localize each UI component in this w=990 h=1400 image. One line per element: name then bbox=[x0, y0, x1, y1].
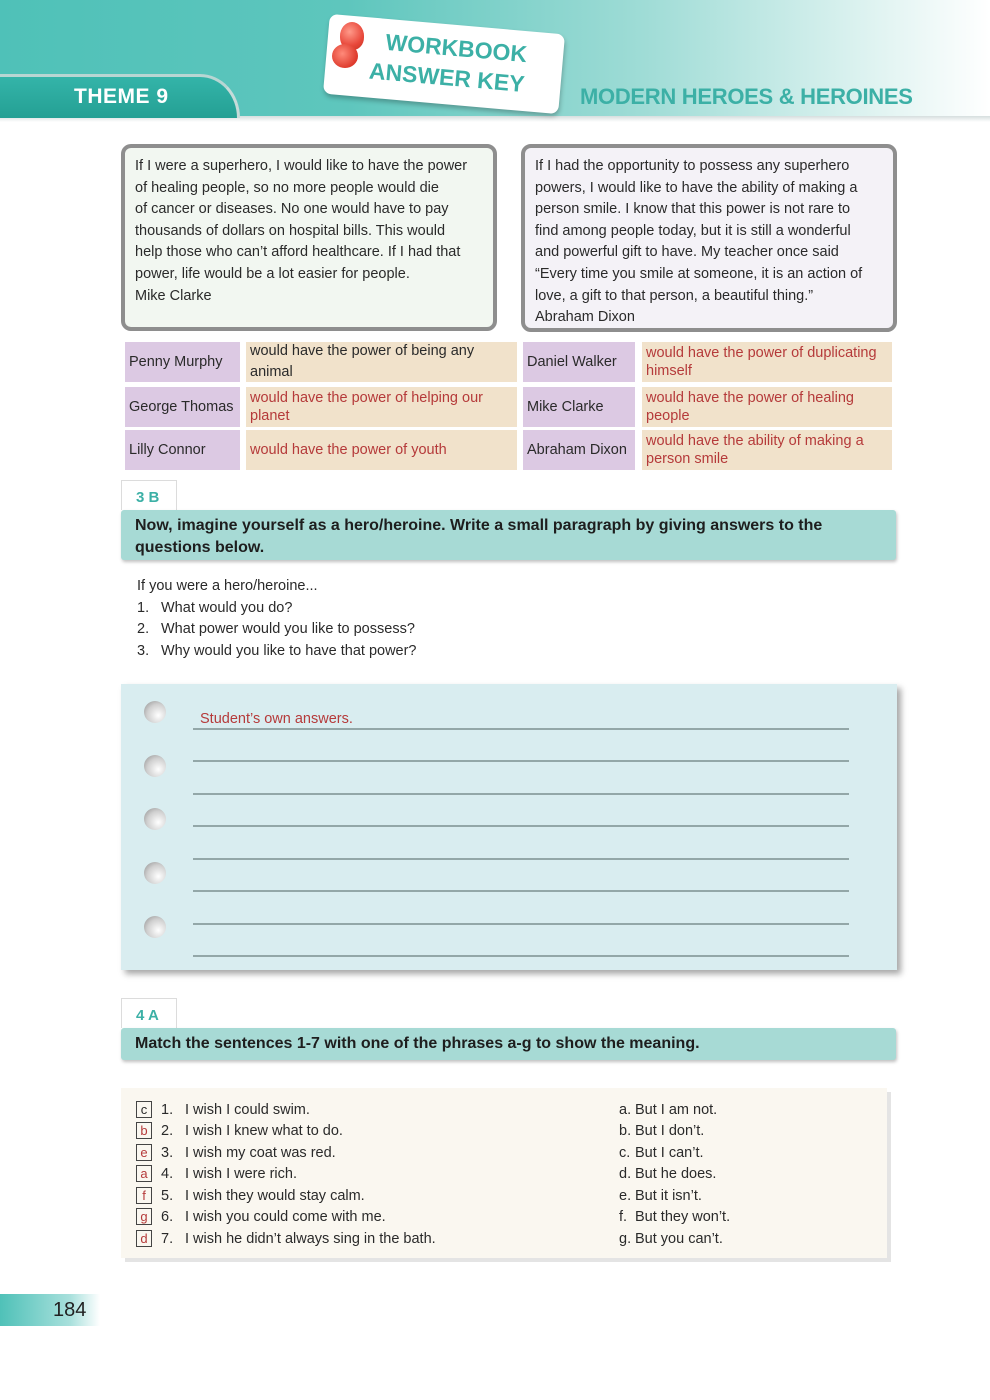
sentence-row: b 2. I wish I knew what to do. bbox=[136, 1120, 343, 1141]
section-tag-4a: 4 A bbox=[121, 998, 177, 1028]
lined-answer-paper bbox=[121, 684, 897, 970]
person-name: George Thomas bbox=[125, 387, 240, 427]
power-value: would have the power of youth bbox=[246, 430, 517, 470]
power-value: would have the power of duplicating himself bbox=[642, 342, 892, 382]
quote-line: of healing people, so no more people would die bbox=[135, 179, 439, 196]
answer-box: a bbox=[136, 1165, 152, 1182]
quote-line: thousands of dollars on hospital bills. This would bbox=[135, 222, 446, 239]
quote-line: If I were a superhero, I would like to have the power bbox=[135, 158, 468, 174]
power-value: would have the ability of making a person smile bbox=[642, 430, 892, 470]
binder-hole-icon bbox=[144, 862, 166, 884]
question-item: 1. What would you do? bbox=[137, 599, 293, 616]
quote-line: and powerful gift to have. My teacher once said bbox=[535, 244, 839, 261]
answer-box: c bbox=[136, 1101, 152, 1118]
sentence-row: d 7. I wish he didn’t always sing in the bath. bbox=[136, 1228, 436, 1249]
quote-line: “Every time you smile at someone, it is an action of bbox=[535, 265, 863, 282]
answer-box: f bbox=[136, 1187, 152, 1204]
page-number-tab bbox=[0, 1294, 100, 1326]
quote-author: Mike Clarke bbox=[135, 287, 212, 304]
theme-tab bbox=[0, 74, 240, 118]
sentence-row: e 3. I wish my coat was red. bbox=[136, 1142, 336, 1163]
answer-box: b bbox=[136, 1122, 152, 1139]
page-number: 184 bbox=[53, 1299, 87, 1321]
section-tag-3b: 3 B bbox=[121, 480, 177, 510]
binder-hole-icon bbox=[144, 755, 166, 777]
quote-line: help those who can’t afford healthcare. If I had that bbox=[135, 244, 461, 261]
quote-line: find among people today, but it is still a wonderful bbox=[535, 222, 851, 239]
power-value: would have the power of healing people bbox=[642, 387, 892, 427]
question-item: 3. Why would you like to have that power? bbox=[137, 642, 417, 659]
binder-hole-icon bbox=[144, 916, 166, 938]
questions-list bbox=[137, 576, 417, 662]
quote-line: power, life would be a lot easier for people. bbox=[135, 265, 410, 282]
section-4a-instruction: Match the sentences 1-7 with one of the phrases a-g to show the meaning. bbox=[121, 1028, 896, 1060]
option-row: a. But I am not. bbox=[619, 1101, 718, 1118]
writing-line bbox=[193, 858, 849, 860]
writing-line bbox=[193, 728, 849, 730]
quote-line: love, a gift to that person, a beautiful thing.” bbox=[535, 287, 814, 304]
option-row: c. But I can’t. bbox=[619, 1144, 704, 1161]
person-name: Lilly Connor bbox=[125, 430, 240, 470]
quote-line: of cancer or diseases. No one would have to pay bbox=[135, 201, 449, 218]
quote-line: powers, I would like to have the ability of making a bbox=[535, 179, 858, 196]
quote-author: Abraham Dixon bbox=[535, 309, 635, 326]
person-name: Penny Murphy bbox=[125, 342, 240, 382]
writing-line bbox=[193, 890, 849, 892]
matching-exercise bbox=[121, 1088, 887, 1258]
option-row: d. But he does. bbox=[619, 1165, 717, 1182]
option-row: f. But they won’t. bbox=[619, 1208, 731, 1225]
pushpin-icon bbox=[332, 22, 368, 70]
power-value: would have the power of helping our planet bbox=[246, 387, 517, 427]
person-name: Daniel Walker bbox=[523, 342, 635, 382]
writing-line bbox=[193, 955, 849, 957]
writing-line bbox=[193, 760, 849, 762]
questions-intro: If you were a hero/heroine... bbox=[137, 578, 318, 594]
sentence-row: f 5. I wish they would stay calm. bbox=[136, 1185, 365, 1206]
quote-line: If I had the opportunity to possess any superhero bbox=[535, 158, 850, 174]
binder-hole-icon bbox=[144, 701, 166, 723]
answer-text: Student’s own answers. bbox=[200, 711, 353, 727]
quote-box-mike-clarke bbox=[121, 144, 497, 331]
theme-title: MODERN HEROES & HEROINES bbox=[580, 84, 913, 109]
option-row: b. But I don’t. bbox=[619, 1122, 705, 1139]
person-name: Mike Clarke bbox=[523, 387, 635, 427]
binder-hole-icon bbox=[144, 808, 166, 830]
quote-box-abraham-dixon bbox=[521, 144, 897, 332]
badge-line-1: WORKBOOK bbox=[384, 28, 529, 68]
badge-line-2: ANSWER KEY bbox=[368, 57, 526, 98]
answer-box: d bbox=[136, 1230, 152, 1247]
quote-line: person smile. I know that this power is not rare to bbox=[535, 201, 851, 218]
section-3b-instruction: Now, imagine yourself as a hero/heroine. Write a small paragraph by giving answers to the questions below. bbox=[121, 510, 896, 560]
option-row: g. But you can’t. bbox=[619, 1230, 723, 1247]
option-row: e. But it isn’t. bbox=[619, 1187, 702, 1204]
sentence-row: a 4. I wish I were rich. bbox=[136, 1163, 297, 1184]
answer-box: g bbox=[136, 1208, 152, 1225]
answer-box: e bbox=[136, 1144, 152, 1161]
writing-line bbox=[193, 825, 849, 827]
person-name: Abraham Dixon bbox=[523, 430, 635, 470]
sentence-row: g 6. I wish you could come with me. bbox=[136, 1206, 386, 1227]
writing-line bbox=[193, 923, 849, 925]
question-item: 2. What power would you like to possess? bbox=[137, 621, 415, 637]
writing-line bbox=[193, 793, 849, 795]
sentence-row: c 1. I wish I could swim. bbox=[136, 1099, 310, 1120]
theme-label: THEME 9 bbox=[74, 85, 169, 108]
power-value: would have the power of being any animal bbox=[246, 342, 517, 382]
